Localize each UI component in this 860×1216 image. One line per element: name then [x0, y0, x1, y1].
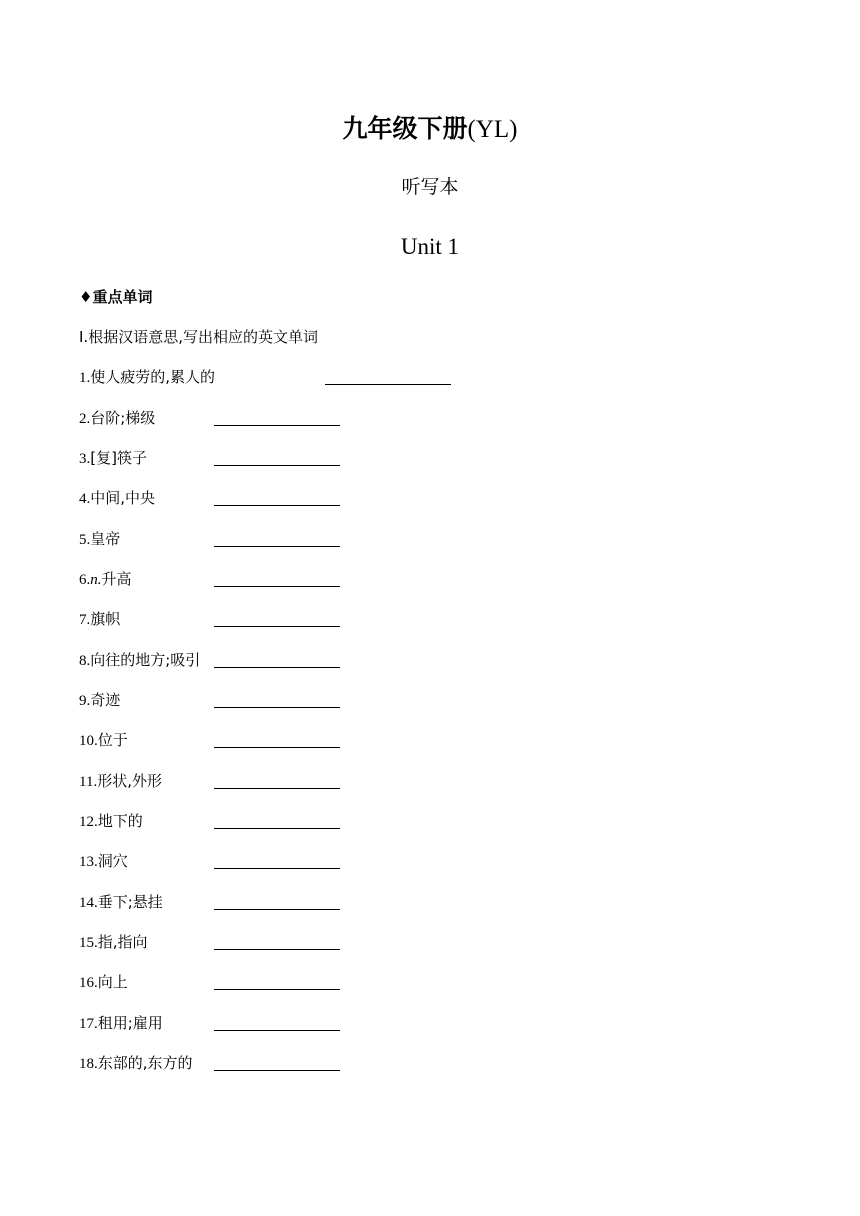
answer-blank[interactable] [214, 465, 340, 466]
item-meaning: [复]筷子 [90, 449, 147, 467]
item-meaning: 向上 [97, 973, 128, 991]
list-item [79, 1052, 499, 1076]
item-number: 4. [79, 491, 91, 507]
list-item [79, 810, 499, 834]
list-item [79, 366, 499, 390]
item-number: 12. [79, 814, 98, 830]
list-item [79, 649, 499, 673]
answer-blank[interactable] [214, 828, 340, 829]
item-number: 3. [79, 451, 91, 467]
answer-blank[interactable] [214, 425, 340, 426]
list-item [79, 729, 499, 753]
list-item [79, 931, 499, 955]
item-meaning: 台阶;梯级 [90, 409, 156, 427]
answer-blank[interactable] [214, 707, 340, 708]
list-item [79, 407, 499, 431]
item-number: 9. [79, 693, 91, 709]
exercise-instruction: Ⅰ.根据汉语意思,写出相应的英文单词 [79, 328, 318, 346]
item-meaning: 位于 [97, 731, 128, 749]
item-meaning: 皇帝 [90, 530, 121, 548]
item-number: 6. [79, 572, 91, 588]
list-item [79, 528, 499, 552]
answer-blank[interactable] [214, 546, 340, 547]
list-item [79, 971, 499, 995]
item-number: 11. [79, 774, 98, 790]
item-meaning: 东部的,东方的 [97, 1054, 193, 1072]
list-item [79, 487, 499, 511]
unit-heading: Unit 1 [400, 234, 460, 259]
part-of-speech: n. [90, 572, 102, 588]
list-item [79, 568, 499, 592]
item-meaning: 租用;雇用 [97, 1014, 163, 1032]
list-item [79, 850, 499, 874]
page-subtitle: 听写本 [401, 176, 459, 198]
item-meaning: 指,指向 [97, 933, 148, 951]
item-meaning: 向往的地方;吸引 [90, 651, 201, 669]
answer-blank[interactable] [214, 505, 340, 506]
item-number: 2. [79, 411, 91, 427]
item-meaning: 洞穴 [97, 852, 128, 870]
title-chinese: 九年级下册 [342, 114, 468, 143]
item-number: 17. [79, 1016, 98, 1032]
answer-blank[interactable] [214, 626, 340, 627]
answer-blank[interactable] [214, 747, 340, 748]
answer-blank[interactable] [214, 949, 340, 950]
item-number: 13. [79, 854, 98, 870]
item-number: 10. [79, 733, 98, 749]
answer-blank[interactable] [214, 909, 340, 910]
answer-blank[interactable] [214, 1070, 340, 1071]
item-number: 16. [79, 975, 98, 991]
item-meaning: 形状,外形 [97, 772, 162, 790]
answer-blank[interactable] [214, 868, 340, 869]
item-number: 18. [79, 1056, 98, 1072]
item-number: 1. [79, 370, 91, 386]
answer-blank[interactable] [214, 667, 340, 668]
list-item [79, 689, 499, 713]
answer-blank[interactable] [214, 586, 340, 587]
item-meaning: 地下的 [97, 812, 143, 830]
page-title [0, 112, 860, 147]
item-meaning: 中间,中央 [90, 489, 156, 507]
answer-blank[interactable] [325, 384, 451, 385]
answer-blank[interactable] [214, 788, 340, 789]
item-number: 15. [79, 935, 98, 951]
item-meaning: 使人疲劳的,累人的 [90, 368, 216, 386]
item-number: 7. [79, 612, 91, 628]
title-edition-code: (YL) [467, 116, 518, 143]
section-heading: ♦重点单词 [79, 288, 153, 306]
list-item [79, 447, 499, 471]
answer-blank[interactable] [214, 989, 340, 990]
item-meaning: 升高 [101, 570, 132, 588]
list-item [79, 770, 499, 794]
item-meaning: 旗帜 [90, 610, 121, 628]
item-number: 8. [79, 653, 91, 669]
list-item [79, 608, 499, 632]
item-number: 5. [79, 532, 91, 548]
answer-blank[interactable] [214, 1030, 340, 1031]
list-item [79, 891, 499, 915]
item-meaning: 垂下;悬挂 [97, 893, 163, 911]
list-item [79, 1012, 499, 1036]
item-meaning: 奇迹 [90, 691, 121, 709]
item-number: 14. [79, 895, 98, 911]
